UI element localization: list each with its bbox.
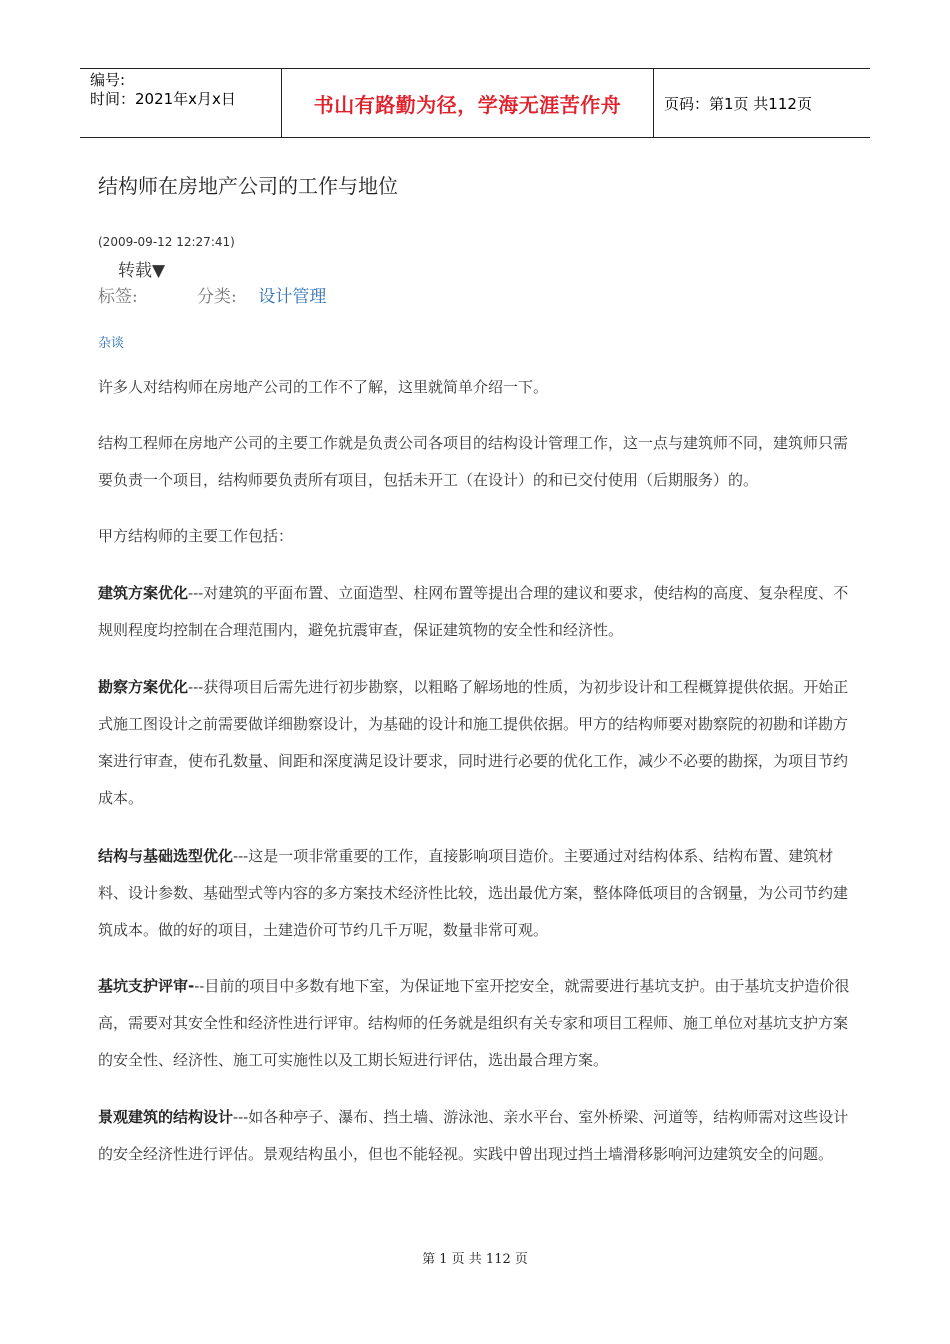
category-link[interactable]: 设计管理: [258, 287, 327, 307]
paragraph-scheme-optimization: 建筑方案优化---对建筑的平面布置、立面造型、柱网布置等提出合理的建议和要求，使结构的高度、复杂程度、不规则程度均控制在合理范围内，避免抗震审查，保证建筑物的安全性和经济性。: [98, 584, 849, 639]
header-meta: [80, 69, 282, 137]
article-title: 结构师在房地产公司的工作与地位: [98, 174, 398, 198]
time-label: 时间：2021年x月x日: [90, 90, 236, 108]
paragraph-survey-optimization: 勘察方案优化---获得项目后需先进行初步勘察，以粗略了解场地的性质，为初步设计和工程概算提供依据。开始正式施工图设计之前需要做详细勘察设计，为基础的设计和施工提供依据。甲方的结构师要对勘察院的初勘和详勘方案进行审查，使布孔数量、间距和深度满足设计要求，同时进行必要的优化工作，减少不必要的勘探，为项目节约成本。: [98, 678, 849, 807]
paragraph-landscape-design: 景观建筑的结构设计---如各种亭子、瀑布、挡土墙、游泳池、亲水平台、室外桥梁、河道等，结构师需对这些设计的安全经济性进行评估。景观结构虽小，但也不能轻视。实践中曾出现过挡土墙滑移影响河边建筑安全的问题。: [98, 1108, 849, 1163]
header-page-label: 页码：第1页 共112页: [664, 94, 812, 113]
page-footer: [0, 1248, 950, 1267]
tag-link-misc[interactable]: 杂谈: [98, 336, 125, 351]
paragraph-pit-review: 基坑支护评审---目前的项目中多数有地下室，为保证地下室开挖安全，就需要进行基坑支护。由于基坑支护造价很高，需要对其安全性和经济性进行评审。结构师的任务就是组织有关专家和项目工程师、施工单位对基坑支护方案的安全性、经济性、施工可实施性以及工期长短进行评估，选出最合理方案。: [98, 977, 850, 1069]
paragraph-foundation-optimization: 结构与基础选型优化---这是一项非常重要的工作，直接影响项目造价。主要通过对结构体系、结构布置、建筑材料、设计参数、基础型式等内容的多方案技术经济性比较，选出最优方案，整体降低项目的含钢量，为公司节约建筑成本。做的好的项目，土建造价可节约几千万呢，数量非常可观。: [98, 847, 849, 939]
tags-label: 标签:: [98, 287, 138, 307]
document-header: [80, 68, 870, 138]
number-label: 编号:: [90, 71, 126, 89]
tags-row: [98, 282, 326, 307]
header-motto: 书山有路勤为径，学海无涯苦作舟: [282, 69, 654, 137]
category-label: 分类:: [197, 287, 237, 307]
paragraph-role: 结构工程师在房地产公司的主要工作就是负责公司各项目的结构设计管理工作，这一点与建筑师不同，建筑师只需要负责一个项目，结构师要负责所有项目，包括未开工（在设计）的和已交付使用（后期服务）的。: [98, 434, 849, 489]
paragraph-duties-intro: 甲方结构师的主要工作包括：: [98, 527, 294, 545]
footer-page-number: 第 1 页 共 112 页: [422, 1252, 528, 1267]
paragraph-intro: 许多人对结构师在房地产公司的工作不了解，这里就简单介绍一下。: [98, 378, 549, 396]
repost-toggle[interactable]: 转载▼: [118, 261, 166, 281]
article-date: (2009-09-12 12:27:41): [98, 235, 235, 249]
